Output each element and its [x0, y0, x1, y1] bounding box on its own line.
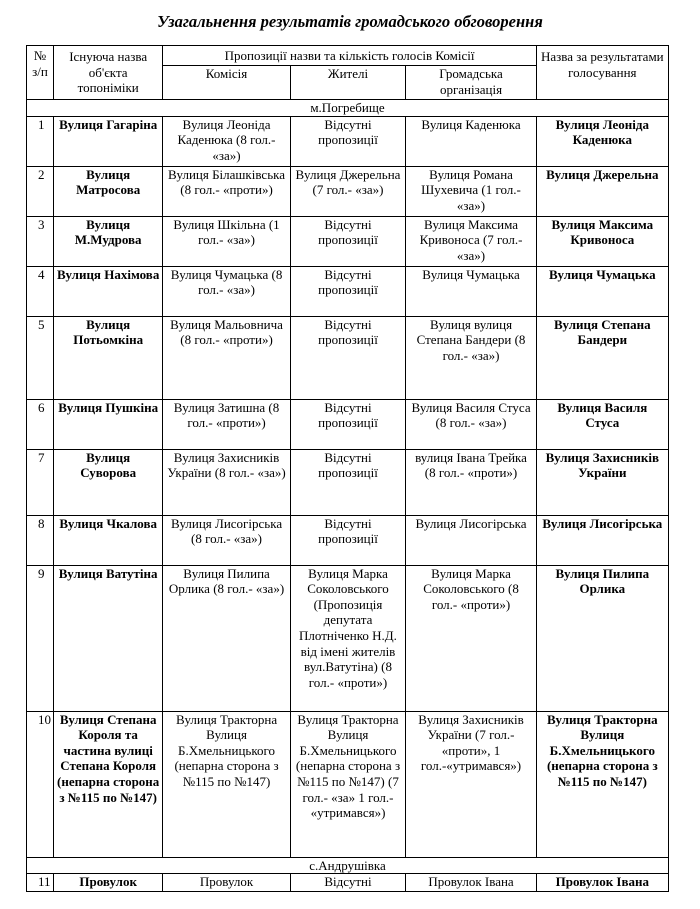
- result-name: Вулиця Чумацька: [536, 266, 668, 316]
- table-row: [27, 116, 669, 166]
- organization-proposal: Вулиця Максима Кривоноса (7 гол.- «за»): [406, 216, 536, 266]
- result-name: Вулиця Степана Бандери: [536, 316, 668, 399]
- section-row: [27, 100, 669, 117]
- table-row: [27, 449, 669, 515]
- organization-proposal: Вулиця Чумацька: [406, 266, 536, 316]
- row-num: 1: [27, 116, 54, 166]
- result-name: Вулиця Василя Стуса: [536, 399, 668, 449]
- row-num: 3: [27, 216, 54, 266]
- organization-proposal: вулиця Івана Трейка (8 гол.- «проти»): [406, 449, 536, 515]
- existing-name: Вулиця Нахімова: [53, 266, 163, 316]
- table-row: [27, 266, 669, 316]
- table-row: [27, 166, 669, 216]
- header-commission: Комісія: [163, 66, 290, 100]
- row-num: 10: [27, 711, 54, 857]
- row-num: 4: [27, 266, 54, 316]
- organization-proposal: Вулиця Лисогірська: [406, 515, 536, 565]
- section-name: с.Андрушівка: [27, 857, 669, 874]
- residents-proposal: Відсутні пропозиції: [290, 216, 406, 266]
- commission-proposal: Вулиця Чумацька (8 гол.- «за»): [163, 266, 290, 316]
- commission-proposal: Провулок: [163, 874, 290, 892]
- row-num: 9: [27, 565, 54, 711]
- result-name: Вулиця Джерельна: [536, 166, 668, 216]
- residents-proposal: Відсутні пропозиції: [290, 515, 406, 565]
- organization-proposal: Вулиця Марка Соколовського (8 гол.- «проти»): [406, 565, 536, 711]
- result-name: Вулиця Леоніда Каденюка: [536, 116, 668, 166]
- residents-proposal: Вулиця Джерельна (7 гол.- «за»): [290, 166, 406, 216]
- residents-proposal: Відсутні пропозиції: [290, 266, 406, 316]
- existing-name: Вулиця Матросова: [53, 166, 163, 216]
- result-name: Вулиця Захисників України: [536, 449, 668, 515]
- existing-name: Вулиця Пушкіна: [53, 399, 163, 449]
- commission-proposal: Вулиця Білашківська (8 гол.- «проти»): [163, 166, 290, 216]
- section-row: [27, 857, 669, 874]
- existing-name: Вулиця Суворова: [53, 449, 163, 515]
- table-row: [27, 216, 669, 266]
- organization-proposal: Провулок Івана: [406, 874, 536, 892]
- residents-proposal: Вулиця Марка Соколовського (Пропозиція депутата Плотніченко Н.Д. від імені жителів вул.Ватутіна) (8 гол.- «проти»): [290, 565, 406, 711]
- section-name: м.Погребище: [27, 100, 669, 117]
- commission-proposal: Вулиця Пилипа Орлика (8 гол.- «за»): [163, 565, 290, 711]
- table-row: [27, 515, 669, 565]
- row-num: 7: [27, 449, 54, 515]
- commission-proposal: Вулиця Шкільна (1 гол.- «за»): [163, 216, 290, 266]
- commission-proposal: Вулиця Мальовнича (8 гол.- «проти»): [163, 316, 290, 399]
- table-row: [27, 399, 669, 449]
- results-table: [26, 45, 669, 892]
- residents-proposal: Відсутні пропозиції: [290, 316, 406, 399]
- header-proposals: Пропозиції назви та кількість голосів Комісії: [163, 46, 536, 66]
- table-row: [27, 711, 669, 857]
- commission-proposal: Вулиця Тракторна Вулиця Б.Хмельницького (непарна сторона з №115 по №147): [163, 711, 290, 857]
- header-result: Назва за результатами голосування: [536, 46, 668, 100]
- commission-proposal: Вулиця Лисогірська (8 гол.- «за»): [163, 515, 290, 565]
- header-num: № з/п: [27, 46, 54, 100]
- page-title: Узагальнення результатів громадського обговорення: [157, 12, 543, 31]
- residents-proposal: Відсутні пропозиції: [290, 449, 406, 515]
- existing-name: Провулок: [53, 874, 163, 892]
- row-num: 11: [27, 874, 54, 892]
- header-organization: Громадська організація: [406, 66, 536, 100]
- organization-proposal: Вулиця Романа Шухевича (1 гол.- «за»): [406, 166, 536, 216]
- existing-name: Вулиця Степана Короля та частина вулиці Степана Короля (непарна сторона з №115 по №147): [53, 711, 163, 857]
- existing-name: Вулиця Потьомкіна: [53, 316, 163, 399]
- organization-proposal: Вулиця Каденюка: [406, 116, 536, 166]
- row-num: 8: [27, 515, 54, 565]
- commission-proposal: Вулиця Захисників України (8 гол.- «за»): [163, 449, 290, 515]
- organization-proposal: Вулиця Захисників України (7 гол.- «проти», 1 гол.-«утримався»): [406, 711, 536, 857]
- row-num: 6: [27, 399, 54, 449]
- commission-proposal: Вулиця Затишна (8 гол.- «проти»): [163, 399, 290, 449]
- result-name: Вулиця Лисогірська: [536, 515, 668, 565]
- existing-name: Вулиця Ватутіна: [53, 565, 163, 711]
- header-residents: Жителі: [290, 66, 406, 100]
- table-row: [27, 316, 669, 399]
- result-name: Вулиця Тракторна Вулиця Б.Хмельницького (непарна сторона з №115 по №147): [536, 711, 668, 857]
- result-name: Вулиця Максима Кривоноса: [536, 216, 668, 266]
- residents-proposal: Відсутні пропозиції: [290, 399, 406, 449]
- residents-proposal: Вулиця Тракторна Вулиця Б.Хмельницького (непарна сторона з №115 по №147) (7 гол.- «за» 1 гол.- «утримався»): [290, 711, 406, 857]
- existing-name: Вулиця Гагаріна: [53, 116, 163, 166]
- result-name: Вулиця Пилипа Орлика: [536, 565, 668, 711]
- residents-proposal: Відсутні: [290, 874, 406, 892]
- header-existing-name: Існуюча назва об'єкта топоніміки: [53, 46, 163, 100]
- organization-proposal: Вулиця вулиця Степана Бандери (8 гол.- «за»): [406, 316, 536, 399]
- row-num: 5: [27, 316, 54, 399]
- residents-proposal: Відсутні пропозиції: [290, 116, 406, 166]
- organization-proposal: Вулиця Василя Стуса (8 гол.- «за»): [406, 399, 536, 449]
- table-row: [27, 874, 669, 892]
- table-row: [27, 565, 669, 711]
- row-num: 2: [27, 166, 54, 216]
- commission-proposal: Вулиця Леоніда Каденюка (8 гол.- «за»): [163, 116, 290, 166]
- result-name: Провулок Івана: [536, 874, 668, 892]
- existing-name: Вулиця М.Мудрова: [53, 216, 163, 266]
- existing-name: Вулиця Чкалова: [53, 515, 163, 565]
